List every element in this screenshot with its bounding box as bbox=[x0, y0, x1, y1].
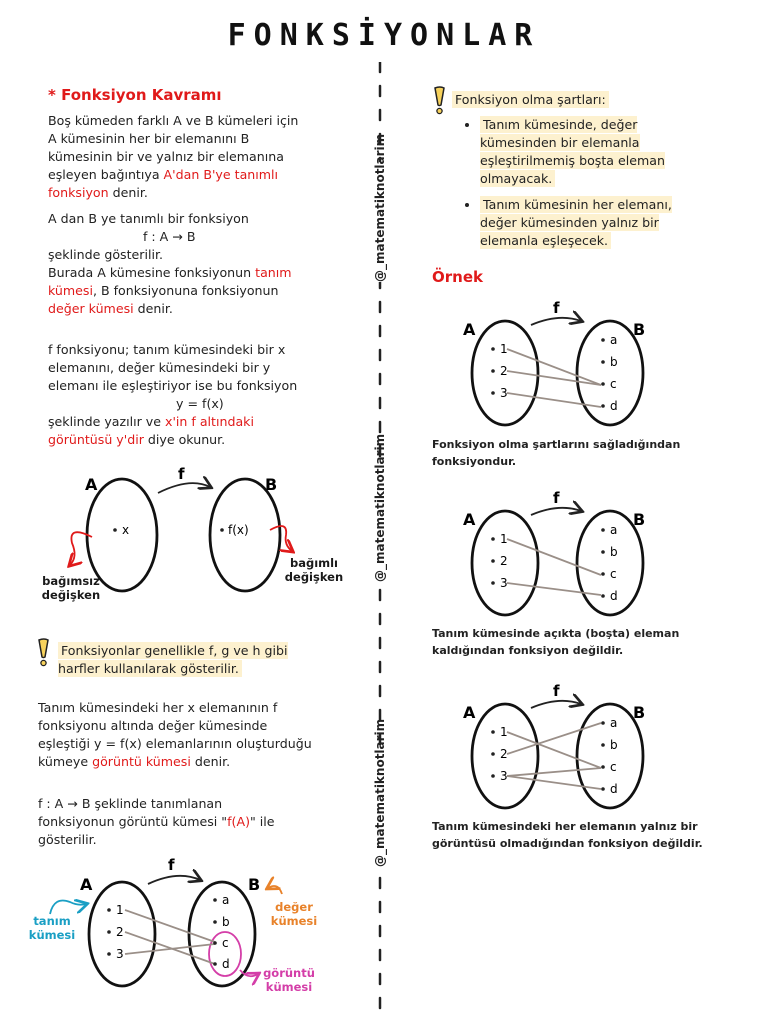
image-notation-paragraph bbox=[38, 795, 288, 849]
function-label: f bbox=[178, 465, 185, 483]
mapping-paragraph bbox=[48, 341, 318, 449]
set-a-label: A bbox=[463, 510, 476, 529]
element-dot bbox=[601, 528, 605, 532]
codomain-arrow bbox=[268, 886, 282, 894]
element-dot bbox=[601, 404, 605, 408]
example-3-diagram bbox=[455, 678, 665, 818]
set-b-label: B bbox=[633, 510, 646, 529]
element-dot bbox=[213, 920, 217, 924]
element-dot bbox=[213, 898, 217, 902]
set-a-label: A bbox=[80, 875, 93, 894]
image-notation-term: f(A) bbox=[227, 814, 250, 829]
image-notation-text: f : A → B şeklinde tanımlanan fonksiyonun görüntü kümesi " bbox=[38, 796, 228, 829]
element-1: 1 bbox=[500, 532, 508, 546]
image-set-paragraph bbox=[38, 699, 313, 771]
element-1: 1 bbox=[500, 342, 508, 356]
notation-paragraph bbox=[48, 210, 318, 318]
definition-paragraph bbox=[48, 112, 303, 202]
element-b: b bbox=[610, 355, 618, 369]
function-arrow bbox=[148, 876, 200, 884]
element-d: d bbox=[610, 782, 618, 796]
element-c: c bbox=[610, 760, 617, 774]
mapping-3-d bbox=[507, 393, 601, 407]
mapping-text: f fonksiyonu; tanım kümesindeki bir x elemanını, değer kümesindeki bir y elemanı ile eşleştiriyor ise bu fonksiyon bbox=[48, 342, 298, 393]
element-b: b bbox=[610, 545, 618, 559]
function-label: f bbox=[553, 682, 560, 700]
element-dot bbox=[213, 962, 217, 966]
example-2-diagram bbox=[455, 485, 665, 625]
element-dot bbox=[601, 594, 605, 598]
condition-item bbox=[480, 116, 704, 188]
image-notation-end: " ile gösterilir. bbox=[38, 814, 275, 847]
function-arrow bbox=[531, 508, 581, 515]
element-dot bbox=[491, 752, 495, 756]
element-dot bbox=[601, 338, 605, 342]
element-fx: f(x) bbox=[228, 523, 249, 537]
element-dot bbox=[491, 559, 495, 563]
set-a-label: A bbox=[463, 703, 476, 722]
element-dot bbox=[107, 908, 111, 912]
watermark-1: @_matematiknotlarim bbox=[373, 133, 387, 282]
definition-highlight: A'dan B'ye tanımlı fonksiyon bbox=[48, 167, 279, 200]
image-set-end: denir. bbox=[190, 754, 231, 769]
element-a: a bbox=[610, 333, 618, 347]
mapping-3-d bbox=[507, 776, 601, 789]
element-2: 2 bbox=[500, 364, 508, 378]
function-label: f bbox=[168, 856, 175, 874]
element-b: b bbox=[222, 915, 230, 929]
example-2-caption: Tanım kümesinde açıkta (boşta) eleman kaldığından fonksiyon değildir. bbox=[432, 627, 680, 657]
set-a-label: A bbox=[85, 475, 98, 494]
element-c: c bbox=[610, 567, 617, 581]
element-dot bbox=[601, 721, 605, 725]
element-1: 1 bbox=[116, 903, 124, 917]
fx-dot bbox=[220, 528, 224, 532]
element-3: 3 bbox=[500, 386, 508, 400]
exclamation-icon bbox=[36, 638, 52, 668]
function-arrow bbox=[531, 318, 581, 325]
element-c: c bbox=[222, 936, 229, 950]
domain-set-label: tanım kümesi bbox=[28, 914, 76, 942]
mapping-formula: y = f(x) bbox=[176, 396, 224, 411]
element-2: 2 bbox=[500, 747, 508, 761]
set-b-label: B bbox=[633, 320, 646, 339]
element-dot bbox=[491, 537, 495, 541]
definition-end: denir. bbox=[108, 185, 148, 200]
function-label: f bbox=[553, 489, 560, 507]
mapping-1-c bbox=[507, 349, 601, 385]
notation-text: Burada A kümesine fonksiyonun bbox=[48, 265, 256, 280]
notation-line-2: şeklinde gösterilir. bbox=[48, 247, 163, 262]
set-b-label: B bbox=[633, 703, 646, 722]
mapping-text-2: şeklinde yazılır ve bbox=[48, 414, 165, 429]
page-title: FONKSİYONLAR bbox=[227, 18, 541, 53]
element-dot bbox=[491, 347, 495, 351]
element-dot bbox=[601, 382, 605, 386]
element-dot bbox=[107, 952, 111, 956]
definition-text: Boş kümeden farklı A ve B kümeleri için A kümesinin her bir elemanını B kümesinin bir ve yalnız bir elemanına eşleyen bağıntıya bbox=[48, 113, 299, 182]
element-x: x bbox=[122, 523, 130, 537]
example-1-caption: Fonksiyon olma şartlarını sağladığından fonksiyondur. bbox=[432, 438, 681, 468]
image-set-term: görüntü kümesi bbox=[92, 754, 191, 769]
element-dot bbox=[491, 581, 495, 585]
independent-variable-label: bağımsız değişken bbox=[41, 574, 101, 602]
element-2: 2 bbox=[116, 925, 124, 939]
element-3: 3 bbox=[116, 947, 124, 961]
mapping-3-c bbox=[507, 768, 601, 776]
image-set-label: görüntü kümesi bbox=[263, 966, 315, 994]
element-dot bbox=[601, 550, 605, 554]
mapping-end: diye okunur. bbox=[143, 432, 226, 447]
element-dot bbox=[491, 730, 495, 734]
element-b: b bbox=[610, 738, 618, 752]
element-a: a bbox=[610, 523, 618, 537]
letters-note-text: Fonksiyonlar genellikle f, g ve h gibi harfler kullanılarak gösterilir. bbox=[58, 643, 288, 676]
condition-text: Tanım kümesinin her elemanı, değer kümesinden yalnız bir elemanla eşleşecek. bbox=[480, 197, 672, 248]
mapping-3-d bbox=[507, 583, 601, 595]
element-dot bbox=[601, 787, 605, 791]
set-a-label: A bbox=[463, 320, 476, 339]
example-1-diagram bbox=[455, 295, 665, 435]
element-dot bbox=[601, 765, 605, 769]
conditions-title bbox=[452, 91, 609, 109]
mapping-2-c bbox=[507, 371, 601, 385]
element-dot bbox=[601, 360, 605, 364]
conditions-list bbox=[464, 116, 704, 258]
mapping-1-c bbox=[507, 539, 601, 575]
notation-formula: f : A → B bbox=[143, 229, 196, 244]
element-dot bbox=[491, 369, 495, 373]
exclamation-icon bbox=[432, 86, 448, 116]
element-dot bbox=[107, 930, 111, 934]
element-dot bbox=[601, 743, 605, 747]
element-a: a bbox=[222, 893, 230, 907]
set-b-label: B bbox=[248, 875, 261, 894]
mapping-3-c bbox=[125, 944, 215, 954]
section-heading: * Fonksiyon Kavramı bbox=[48, 86, 222, 104]
image-set-text: Tanım kümesindeki her x elemanının f fonksiyonu altında değer kümesinde eşleştiği y = f(x) elemanlarının oluşturduğu kümeye bbox=[38, 700, 312, 769]
function-arrow bbox=[158, 483, 210, 493]
element-d: d bbox=[222, 957, 230, 971]
function-arrow bbox=[531, 701, 581, 708]
example-3-caption: Tanım kümesindeki her elemanın yalnız bir görüntüsü olmadığından fonksiyon değildir. bbox=[432, 820, 703, 850]
element-dot bbox=[601, 572, 605, 576]
example-heading: Örnek bbox=[432, 268, 483, 286]
notation-line: A dan B ye tanımlı bir fonksiyon bbox=[48, 211, 249, 226]
element-dot bbox=[213, 941, 217, 945]
x-dot bbox=[113, 528, 117, 532]
codomain-set-label: değer kümesi bbox=[270, 900, 318, 928]
element-dot bbox=[491, 391, 495, 395]
domain-term: tanım kümesi bbox=[48, 265, 292, 298]
notation-end: denir. bbox=[133, 301, 173, 316]
element-3: 3 bbox=[500, 576, 508, 590]
codomain-term: değer kümesi bbox=[48, 301, 134, 316]
set-b-label: B bbox=[265, 475, 278, 494]
watermark-2: @_matematiknotlarim bbox=[373, 433, 387, 582]
element-d: d bbox=[610, 589, 618, 603]
element-c: c bbox=[610, 377, 617, 391]
condition-item bbox=[480, 196, 704, 250]
letters-note bbox=[58, 642, 313, 678]
element-a: a bbox=[610, 716, 618, 730]
element-dot bbox=[491, 774, 495, 778]
element-3: 3 bbox=[500, 769, 508, 783]
notation-text-2: , B fonksiyonuna fonksiyonun bbox=[92, 283, 279, 298]
condition-text: Tanım kümesinde, değer kümesinden bir elemanla eşleştirilmemiş boşta eleman olmayacak. bbox=[480, 117, 665, 186]
domain-arrow bbox=[50, 901, 86, 915]
element-d: d bbox=[610, 399, 618, 413]
element-1: 1 bbox=[500, 725, 508, 739]
image-statement: x'in f altındaki görüntüsü y'dir bbox=[48, 414, 254, 447]
dependent-variable-label: bağımlı değişken bbox=[284, 556, 344, 584]
conditions-title-text: Fonksiyon olma şartları: bbox=[452, 91, 609, 108]
function-label: f bbox=[553, 299, 560, 317]
element-2: 2 bbox=[500, 554, 508, 568]
watermark-3: @_matematiknotlarim bbox=[373, 718, 387, 867]
